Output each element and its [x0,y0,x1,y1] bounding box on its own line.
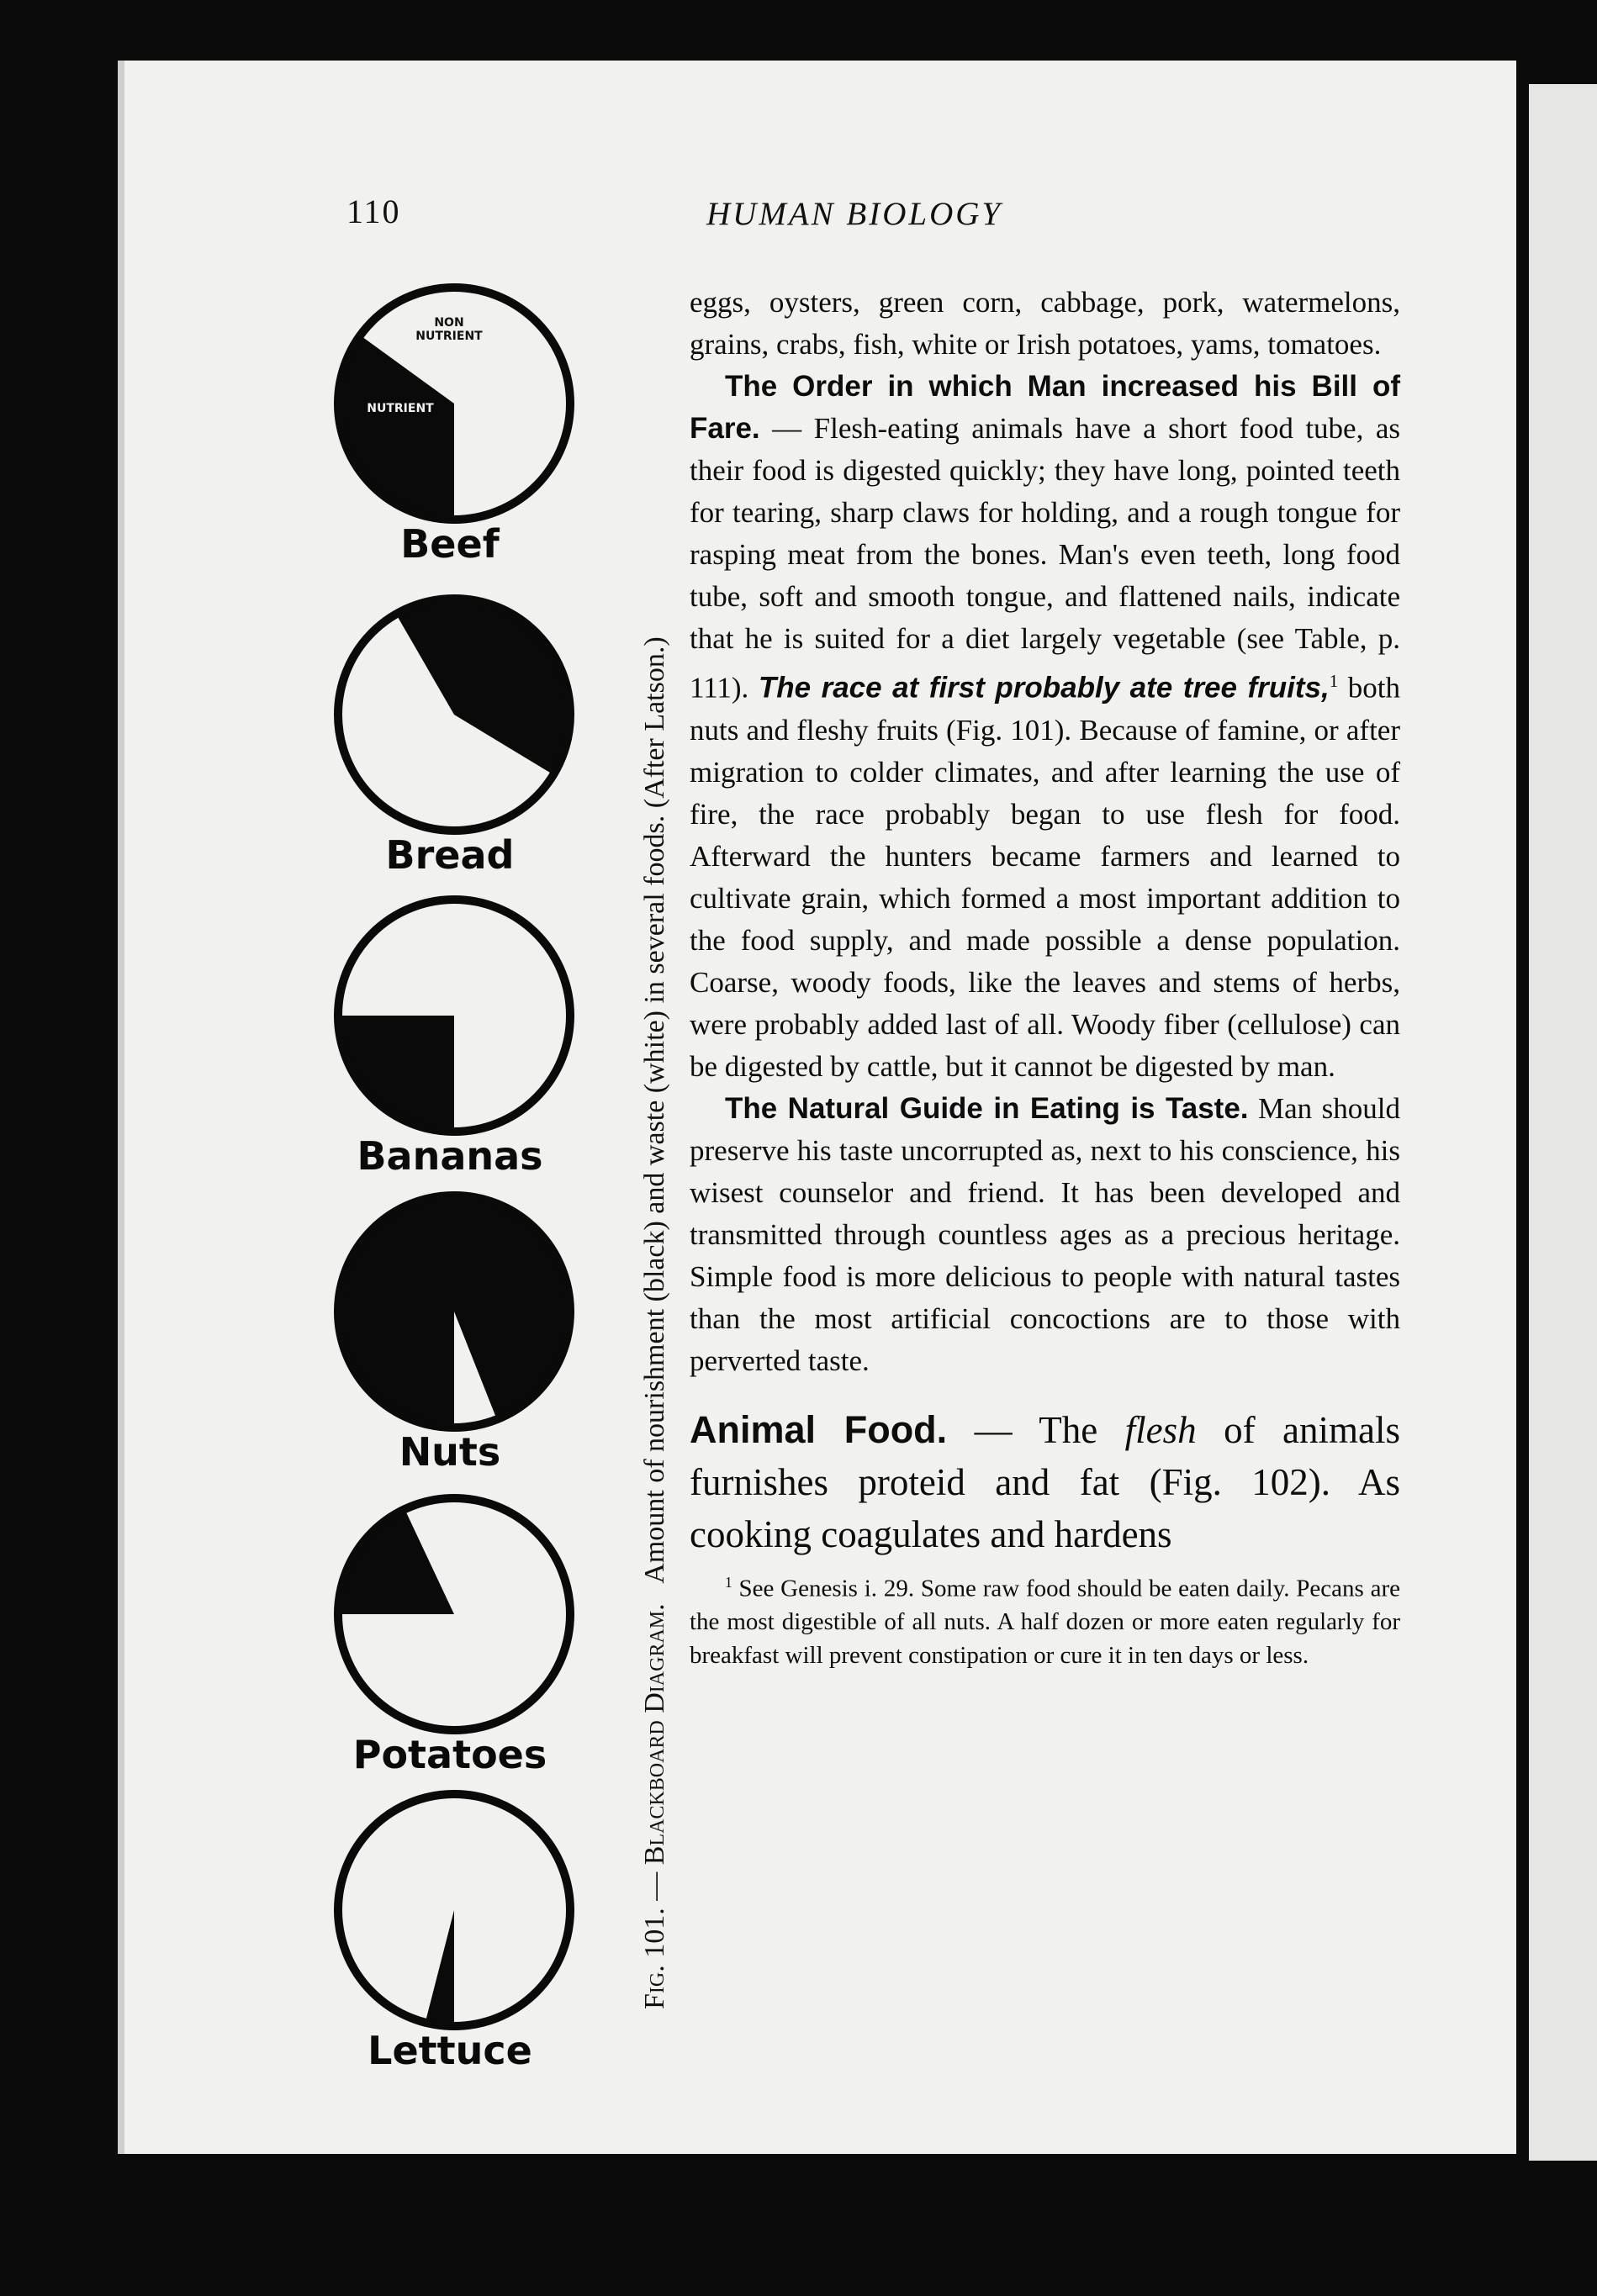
pie-label-bananas: Bananas [357,1133,543,1179]
taste-heading: The Natural Guide in Eating is Taste. [725,1091,1249,1125]
footnote-mark: 1 [725,1573,732,1591]
bill-of-fare-text-a: Flesh-eating animals have a short food tube, as their food is digested quickly; they have long, pointed teeth for tearing, sharp claws for holding, and a rough tongue for rasping meat from the bones. Man's even teeth, long food tube, soft and smooth tongue, and flattened nails, indicate that he is suited for a diet largely vegetable (see Table, p. 111). [690,412,1400,705]
tree-fruits-emphasis: The race at first probably ate tree fruits, [758,671,1330,705]
figure-caption-lead: Fig. 101. — Blackboard Diagram. [639,1603,670,2009]
nourishment-slice [341,337,454,516]
pie-label-bread: Bread [385,832,515,878]
pie-chart-nuts [328,1185,580,1438]
flesh-emphasis: flesh [1124,1408,1197,1451]
facing-page-edge [1529,84,1597,2161]
nourishment-slice [426,1910,454,2023]
pie-label-potatoes: Potatoes [352,1732,547,1777]
nutrient-label: NUTRIENT [367,402,434,415]
taste-text: Man should preserve his taste uncorrupted as, next to his conscience, his wisest counselor and friend. It has been developed and transmitted through countless ages as a precious heritage. Simple food is more delicious to people with natural tastes than the most artificial concoctions are to those with perverted taste. [690,1091,1400,1377]
paragraph-bill-of-fare [690,366,1400,1088]
bill-of-fare-heading: The Order in which Man increased his Bill of Fare. [690,370,1400,445]
pie-potatoes [303,1488,614,1782]
footnote [690,1565,1400,1673]
pie-lettuce [303,1784,614,2078]
animal-food-text: of animals furnishes proteid and fat (Fig. 102). As cooking coagulates and hardens [690,1408,1400,1555]
paragraph-taste [690,1088,1400,1382]
non-nutrient-label-line2: NUTRIENT [415,330,483,343]
pie-beef [303,277,614,572]
paragraph-animal-food [690,1404,1400,1560]
pie-chart-bananas [328,889,580,1142]
animal-food-dash: — The [947,1408,1125,1451]
nourishment-slice [341,1512,454,1614]
running-head: HUMAN BIOLOGY [706,196,1003,232]
pie-chart-beef [328,277,580,530]
animal-food-heading: Animal Food. [690,1407,948,1451]
page-number: 110 [346,193,401,230]
footnote-reference: 1 [1329,671,1339,691]
figure-caption-body: Amount of nourishment (black) and waste (white) in several foods. (After Latson.) [639,636,670,1584]
pie-bread [303,589,614,883]
pie-bananas [303,889,614,1184]
pie-label-nuts: Nuts [399,1429,501,1475]
footnote-text: See Genesis i. 29. Some raw food should be eaten daily. Pecans are the most digestible of all nuts. A half dozen or more eaten regularly for breakfast will prevent constipation or cure it in ten days or less. [690,1575,1400,1670]
non-nutrient-label-line1: NON [434,316,464,330]
body-text [690,282,1400,1672]
heading-dash: — [759,412,814,445]
pie-nuts [303,1185,614,1480]
bill-of-fare-text-b: both nuts and fleshy fruits (Fig. 101). Because of famine, or after migration to colder climates, and after learning the use of fire, the race probably began to use flesh for food. Afterward the hunters became farmers and learned to cultivate grain, which formed a most important addition to the food supply, and made possible a dense population. Coarse, woody foods, like the leaves and stems of herbs, were probably added last of all. Woody fiber (cellulose) can be digested by cattle, but it cannot be digested by man. [690,671,1400,1083]
pie-label-lettuce: Lettuce [368,2028,532,2073]
nourishment-slice [398,602,567,773]
paragraph-food-list: eggs, oysters, green corn, cabbage, pork, watermelons, grains, crabs, fish, white or Irish potatoes, yams, tomatoes. [690,286,1400,361]
pie-label-beef: Beef [400,521,500,567]
food-pie-diagram [303,277,614,2102]
figure-caption [639,294,671,2009]
nourishment-slice [341,1016,454,1128]
pie-chart-potatoes [328,1488,580,1740]
pie-chart-lettuce [328,1784,580,2036]
pie-chart-bread [328,589,580,841]
nourishment-slice [341,1199,567,1424]
